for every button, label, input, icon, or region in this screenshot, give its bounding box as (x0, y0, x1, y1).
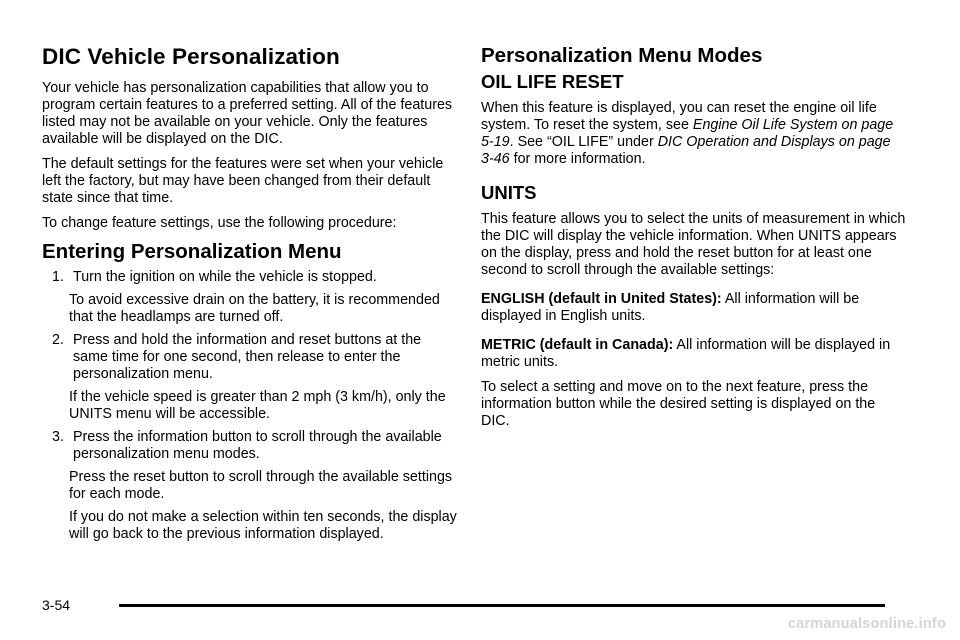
metric-label: METRIC (default in Canada): (481, 337, 674, 354)
step-text: Turn the ignition on while the vehicle is stopped. (73, 269, 377, 286)
units-paragraph: This feature allows you to select the units of measurement in which the DIC will display the vehicle information. When UNITS appears on the display, press and hold the reset button for at least one second to scroll through the available settings: (481, 211, 906, 279)
page-number: 3-54 (42, 597, 71, 613)
oil-text-3: for more information. (513, 150, 646, 167)
oil-text-2: . See “OIL LIFE” under (509, 133, 654, 150)
step-note: If the vehicle speed is greater than 2 mph (3 km/h), only the UNITS menu will be accessible. (69, 389, 446, 423)
step-1 (42, 269, 457, 326)
oil-life-system-reference-link[interactable]: Engine Oil Life System on page 5-19 (481, 116, 894, 150)
english-text: All information will be displayed in English units. (481, 291, 860, 325)
intro-paragraph-1: Your vehicle has personalization capabilities that allow you to program certain features to a preferred setting. All of the features listed may not be available on your vehicle. Only the features available will be displayed on the DIC. (42, 79, 453, 147)
step-2 (42, 332, 457, 423)
step-note: Press the reset button to scroll through the available settings for each mode. (69, 469, 453, 503)
oil-life-paragraph (481, 100, 906, 168)
page-title: DIC Vehicle Personalization (42, 44, 340, 69)
step-number: 2. (52, 332, 64, 349)
step-text: Press and hold the information and reset buttons at the same time for one second, then release to enter the personalization menu. (73, 332, 422, 383)
metric-setting (481, 337, 906, 371)
step-note: To avoid excessive drain on the battery, it is recommended that the headlamps are turned off. (69, 292, 440, 326)
right-column (481, 44, 906, 438)
english-setting (481, 291, 906, 325)
step-3 (42, 429, 457, 543)
procedure-steps (42, 269, 457, 543)
step-number: 3. (52, 429, 64, 446)
intro-paragraph-3: To change feature settings, use the following procedure: (42, 214, 397, 231)
menu-modes-heading: Personalization Menu Modes (481, 44, 763, 67)
oil-life-reset-heading: OIL LIFE RESET (481, 70, 624, 92)
step-note: If you do not make a selection within ten seconds, the display will go back to the previous information displayed. (69, 509, 457, 543)
watermark: carmanualsonline.info (787, 616, 946, 632)
oil-text-1: When this feature is displayed, you can reset the engine oil life system. To reset the system, see (481, 99, 877, 133)
metric-text: All information will be displayed in metric units. (481, 337, 891, 371)
units-heading: UNITS (481, 181, 537, 203)
entering-menu-heading: Entering Personalization Menu (42, 239, 342, 263)
dic-operation-reference-link[interactable]: DIC Operation and Displays on page 3-46 (481, 133, 891, 167)
footer-rule (119, 604, 885, 607)
left-column (42, 44, 457, 549)
select-setting-paragraph: To select a setting and move on to the next feature, press the information button while the desired setting is displayed on the DIC. (481, 379, 876, 430)
step-number: 1. (52, 269, 64, 286)
intro-paragraph-2: The default settings for the features were set when your vehicle left the factory, but may have been changed from their default state since that time. (42, 155, 444, 206)
step-text: Press the information button to scroll through the available personalization menu modes. (73, 429, 442, 463)
english-label: ENGLISH (default in United States): (481, 291, 722, 308)
